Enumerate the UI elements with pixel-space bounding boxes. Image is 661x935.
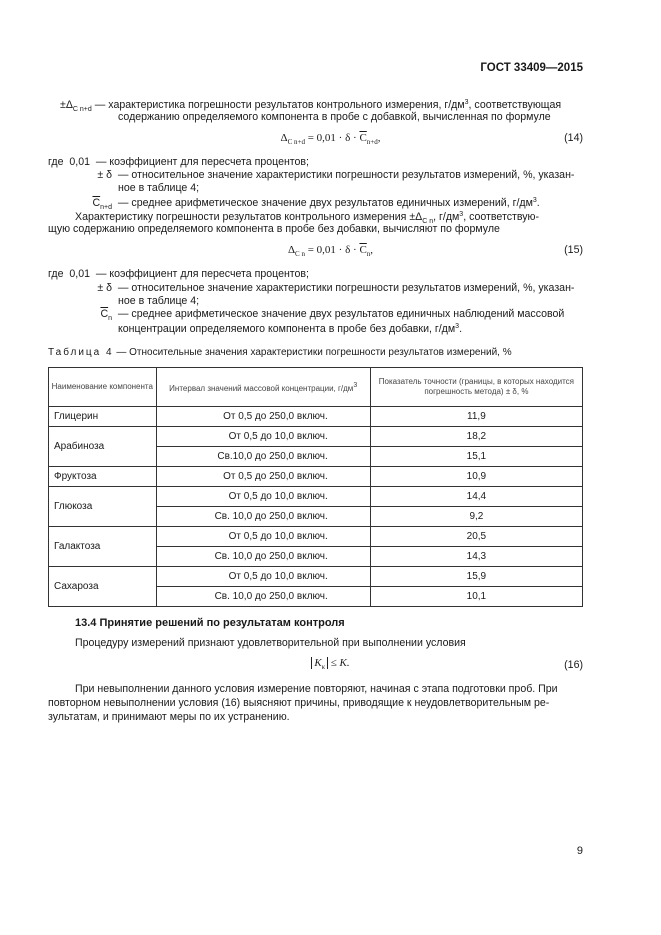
where-delta-1-cont: ное в таблице 4; <box>118 182 200 194</box>
where-k-2: где 0,01 — коэффициент для пересчета процентов; <box>48 268 310 280</box>
cell-name: Сахароза <box>49 567 157 607</box>
where-delta-2-cont: ное в таблице 4; <box>118 295 200 307</box>
cell-value: 14,4 <box>370 487 582 507</box>
where-k-1: где 0,01 — коэффициент для пересчета процентов; <box>48 156 310 168</box>
cell-name: Глицерин <box>49 407 157 427</box>
cell-range: От 0,5 до 250,0 включ. <box>156 407 370 427</box>
accuracy-table <box>48 367 583 607</box>
section-title: 13.4 Принятие решений по результатам контроля <box>75 617 345 629</box>
where-delta-2: ± δ — относительное значение характеристики погрешности результатов измерений, %, указан- <box>97 282 575 294</box>
cell-range: Св. 10,0 до 250,0 включ. <box>156 587 370 607</box>
formula-16: $K_к \le K$. <box>0 657 661 671</box>
table-caption: Таблица 4 — Относительные значения характеристики погрешности результатов измерений, % <box>48 347 512 358</box>
equation-number-15: (15) <box>564 244 583 256</box>
paragraph-3-line-2: повторном невыполнении условия (16) выясняют причины, приводящие к неудовлетворительным ре- <box>48 697 550 709</box>
table-row <box>49 487 583 507</box>
cell-name: Фруктоза <box>49 467 157 487</box>
where-cbar-1: $\overline{C}_{n+d}$ — среднее арифметическое значение двух результатов единичных измерений, $г/дм^3$. <box>92 197 540 211</box>
where-delta-1: ± δ — относительное значение характеристики погрешности результатов измерений, %, указан- <box>97 169 575 181</box>
document-id: ГОСТ 33409—2015 <box>480 62 583 74</box>
table-row <box>49 407 583 427</box>
cell-value: 10,1 <box>370 587 582 607</box>
definition-delta-cnd-cont: содержанию определяемого компонента в пробе с добавкой, вычисленная по формуле <box>118 111 551 123</box>
where-cbar-2-cont: концентрации определяемого компонента в пробе без добавки, $г/дм^3$. <box>118 323 463 335</box>
cell-range: От 0,5 до 250,0 включ. <box>156 467 370 487</box>
equation-number-16: (16) <box>564 659 583 671</box>
formula-15: $\Delta_{C n} = 0,01 \cdot \delta \cdot \overline{C}_n$, <box>287 244 374 258</box>
cell-value: 20,5 <box>370 527 582 547</box>
header-range: Интервал значений массовой концентрации, г/дм3 <box>156 368 370 407</box>
table-row <box>49 427 583 447</box>
cell-range: От 0,5 до 10,0 включ. <box>156 427 370 447</box>
paragraph-1-line-1: Характеристику погрешности результатов контрольного измерения $\pm\Delta_{C n}$, $г/дм^3$, соответствую- <box>75 211 540 225</box>
equation-number-14: (14) <box>564 132 583 144</box>
cell-range: Св.10,0 до 250,0 включ. <box>156 447 370 467</box>
cell-range: От 0,5 до 10,0 включ. <box>156 567 370 587</box>
table-row <box>49 467 583 487</box>
cell-value: 18,2 <box>370 427 582 447</box>
header-accuracy: Показатель точности (границы, в которых находится погрешность метода) ± δ, % <box>370 368 582 407</box>
header-component: Наименование компонента <box>49 368 157 407</box>
cell-value: 11,9 <box>370 407 582 427</box>
cell-value: 9,2 <box>370 507 582 527</box>
page-number: 9 <box>576 845 583 857</box>
cell-value: 15,9 <box>370 567 582 587</box>
cell-range: Св. 10,0 до 250,0 включ. <box>156 547 370 567</box>
cell-name: Арабиноза <box>49 427 157 467</box>
cell-value: 14,3 <box>370 547 582 567</box>
where-cbar-2: $\overline{C}_n$ — среднее арифметическое значение двух результатов единичных наблюдений массовой <box>100 308 565 322</box>
cell-range: От 0,5 до 10,0 включ. <box>156 487 370 507</box>
cell-name: Глюкоза <box>49 487 157 527</box>
paragraph-3-line-1: При невыполнении данного условия измерение повторяют, начиная с этапа подготовки проб. При <box>75 683 558 695</box>
cell-range: От 0,5 до 10,0 включ. <box>156 527 370 547</box>
definition-delta-cnd: $\pm\Delta_{C n+d}$ — характеристика погрешности результатов контрольного измерения, $г/дм^3$, соответствующая <box>60 99 562 113</box>
cell-value: 15,1 <box>370 447 582 467</box>
paragraph-3-line-3: зультатам, и принимают меры по их устранению. <box>48 711 290 723</box>
table-row <box>49 567 583 587</box>
paragraph-2: Процедуру измерений признают удовлетворительной при выполнении условия <box>75 637 466 649</box>
cell-range: Св. 10,0 до 250,0 включ. <box>156 507 370 527</box>
paragraph-1-line-2: щую содержанию определяемого компонента в пробе без добавки, вычисляют по формуле <box>48 223 500 235</box>
cell-value: 10,9 <box>370 467 582 487</box>
table-row <box>49 527 583 547</box>
cell-name: Галактоза <box>49 527 157 567</box>
formula-14: $\Delta_{C n+d} = 0,01 \cdot \delta \cdot \overline{C}_{n+d}$, <box>280 132 381 146</box>
table-header-row <box>49 368 583 407</box>
